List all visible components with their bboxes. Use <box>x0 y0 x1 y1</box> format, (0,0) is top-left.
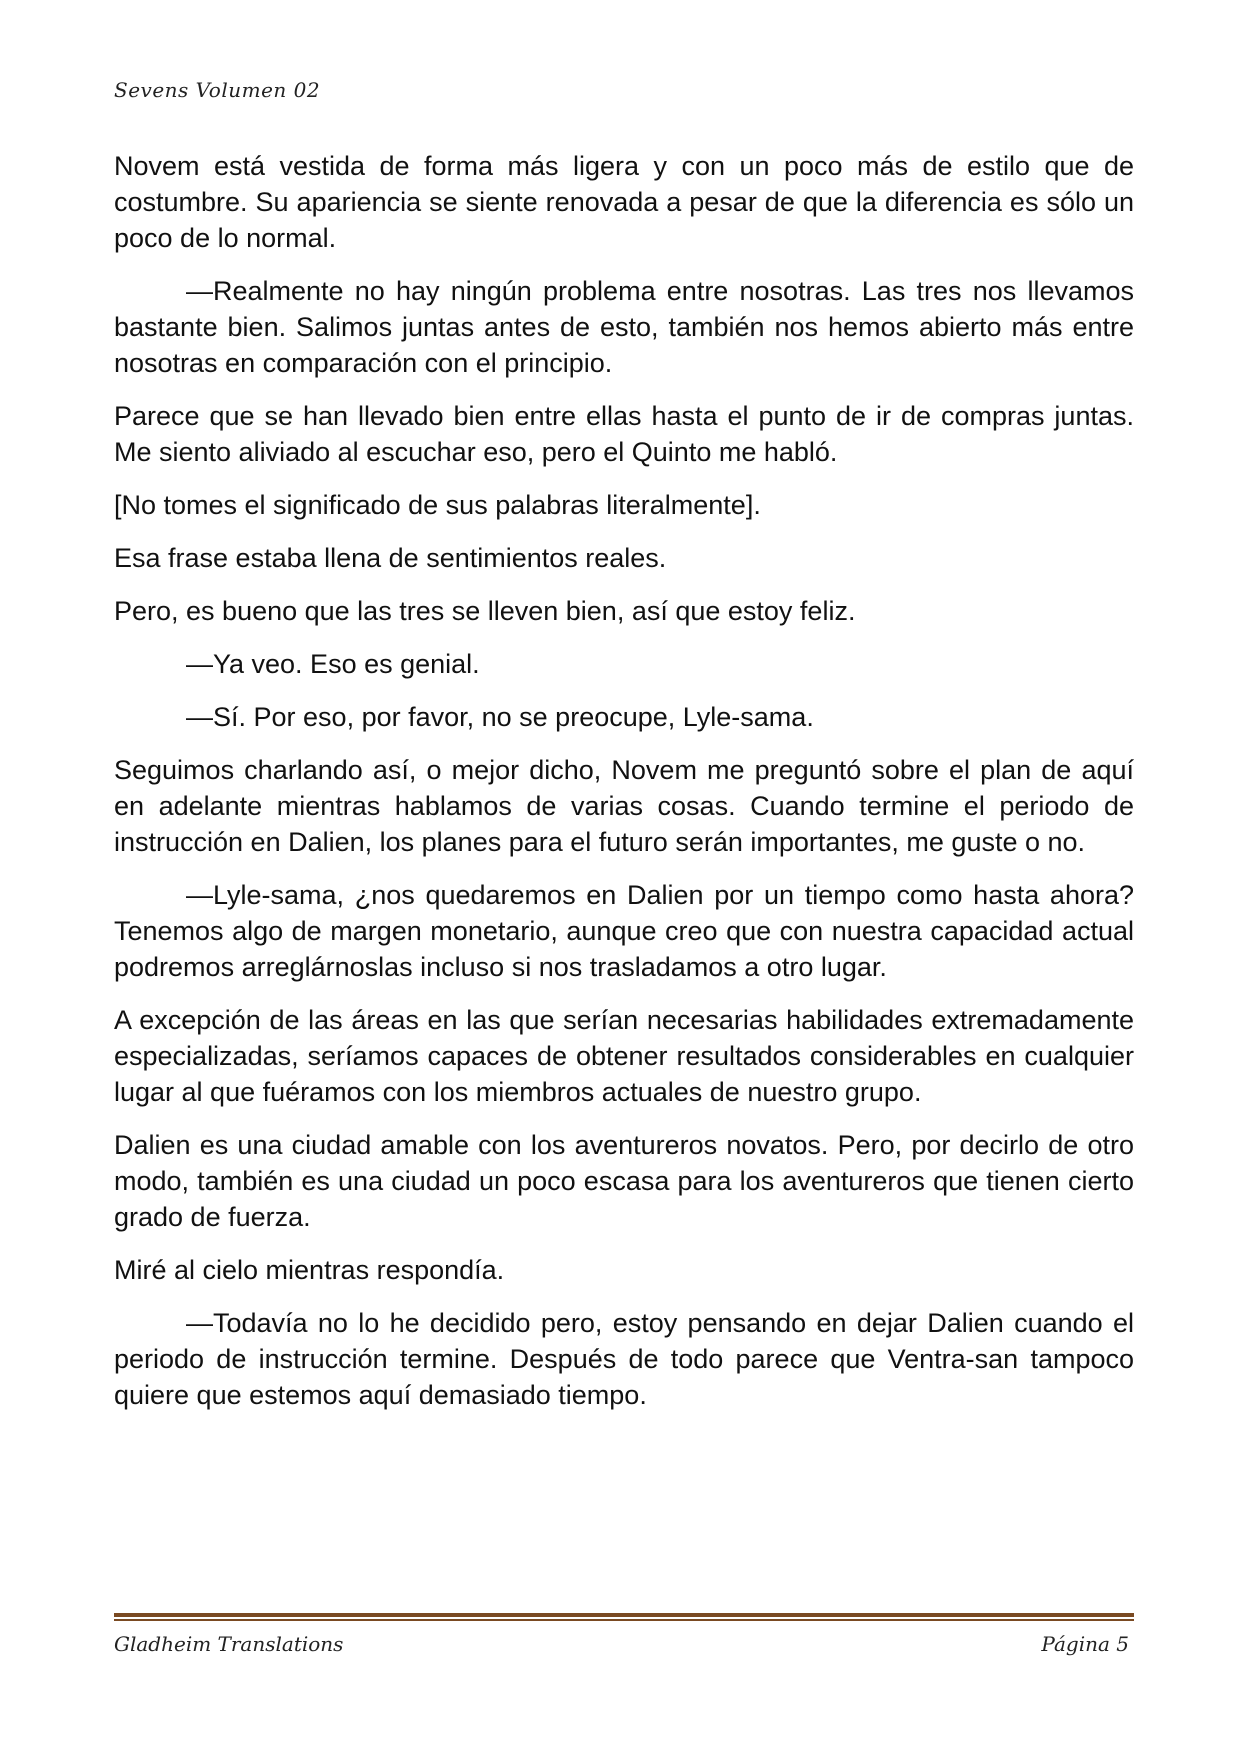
footer-publisher: Gladheim Translations <box>114 1632 344 1656</box>
dialogue-paragraph: —Sí. Por eso, por favor, no se preocupe, Lyle-sama. <box>186 702 814 732</box>
paragraph: Pero, es bueno que las tres se lleven bien, así que estoy feliz. <box>114 596 856 626</box>
paragraph: Novem está vestida de forma más ligera y con un poco más de estilo que de costumbre. Su apariencia se siente renovada a pesar de que la diferencia es sólo un poco de lo normal. <box>114 151 1134 253</box>
dialogue-paragraph: —Realmente no hay ningún problema entre nosotras. Las tres nos llevamos bastante bien. Salimos juntas antes de esto, también nos hemos abierto más entre nosotras en comparación con el principio. <box>114 276 1134 378</box>
paragraph: Parece que se han llevado bien entre ellas hasta el punto de ir de compras juntas. Me siento aliviado al escuchar eso, pero el Quinto me habló. <box>114 401 1134 467</box>
footer-divider <box>114 1613 1134 1622</box>
paragraph: Esa frase estaba llena de sentimientos reales. <box>114 543 667 573</box>
running-header: Sevens Volumen 02 <box>114 78 321 102</box>
dialogue-paragraph: —Ya veo. Eso es genial. <box>186 649 480 679</box>
footer-divider-thick <box>114 1613 1134 1617</box>
paragraph: Seguimos charlando así, o mejor dicho, Novem me preguntó sobre el plan de aquí en adelante mientras hablamos de varias cosas. Cuando termine el periodo de instrucción en Dalien, los planes para el futuro serán importantes, me guste o no. <box>114 755 1134 857</box>
paragraph: [No tomes el significado de sus palabras literalmente]. <box>114 490 761 520</box>
paragraph: Miré al cielo mientras respondía. <box>114 1255 505 1285</box>
dialogue-paragraph: —Todavía no lo he decidido pero, estoy pensando en dejar Dalien cuando el periodo de instrucción termine. Después de todo parece que Ventra-san tampoco quiere que estemos aquí demasiado tiempo. <box>114 1308 1134 1410</box>
page-body <box>114 148 1134 1430</box>
dialogue-paragraph: —Lyle-sama, ¿nos quedaremos en Dalien por un tiempo como hasta ahora? Tenemos algo de margen monetario, aunque creo que con nuestra capacidad actual podremos arreglárnoslas incluso si nos trasladamos a otro lugar. <box>114 880 1134 982</box>
page-number: Página 5 <box>1041 1632 1129 1656</box>
paragraph: Dalien es una ciudad amable con los aventureros novatos. Pero, por decirlo de otro modo, también es una ciudad un poco escasa para los aventureros que tienen cierto grado de fuerza. <box>114 1130 1134 1232</box>
footer-divider-thin <box>114 1619 1134 1621</box>
paragraph: A excepción de las áreas en las que serían necesarias habilidades extremadamente especializadas, seríamos capaces de obtener resultados considerables en cualquier lugar al que fuéramos con los miembros actuales de nuestro grupo. <box>114 1005 1134 1107</box>
